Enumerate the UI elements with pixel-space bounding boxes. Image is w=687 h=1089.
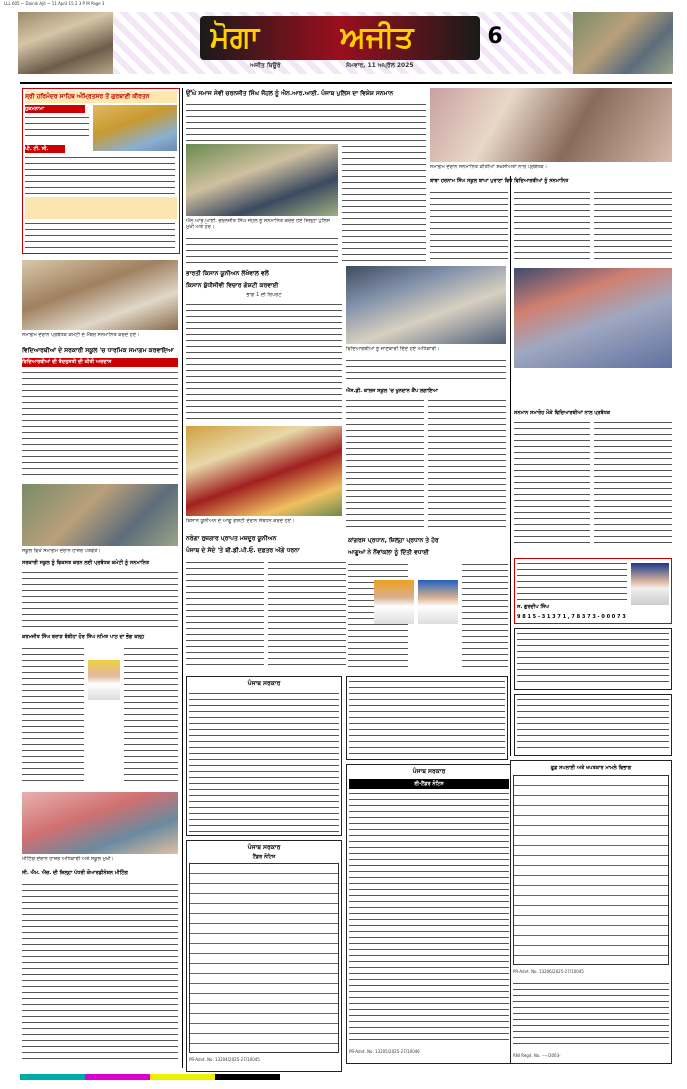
- boxed-heading: ਸ੍ਰੀ ਹਰਿਮੰਦਰ ਸਾਹਿਬ ਅੰਮ੍ਰਿਤਸਰ ਤੋਂ ਗੁਰਬਾਣੀ ਕੀਰਤਨ: [25, 91, 177, 103]
- blood-text: [346, 398, 424, 532]
- school-text: [430, 190, 508, 264]
- congress-headline-1: ਕਾਂਗਰਸ ਪ੍ਰਧਾਨ, ਜ਼ਿਲ੍ਹਾ ਪ੍ਰਧਾਨ ਤੇ ਹੋਰ: [348, 537, 439, 544]
- notice-ad-2: [346, 676, 508, 760]
- left-story3-headline: ਕਰਮਜੀਤ ਸਿੰਘ ਬਰਾੜ ਬੰਬੀਹਾ ਹੋਰ ਸਿੰਘ ਨਮਿਤ ਪਾਠ ਦਾ ਭੋਗ ਕਲ੍ਹ: [22, 634, 145, 640]
- left-story4-caption: ਮੀਟਿੰਗ ਦੌਰਾਨ ਹਾਜ਼ਰ ਅਧਿਕਾਰੀ ਅਤੇ ਸਕੂਲ ਮੁਖੀ।: [22, 856, 114, 862]
- left-story3-text: [22, 646, 84, 786]
- left-story2-photo: [22, 484, 178, 546]
- public-notice-title: ਪੰਜਾਬ ਸਰਕਾਰ: [247, 680, 281, 687]
- masthead-right-word: ਅਜੀਤ: [340, 20, 414, 55]
- left-story4-headline: ਸੀ. ਐਮ. ਐਚ. ਦੀ ਜ਼ਿਲ੍ਹਾ ਪੱਧਰੀ ਕੋਆਰਡੀਨੇਸ਼ਨ ਮੀਟਿੰਗ: [22, 870, 128, 876]
- notice-ad-3-title: ਪੰਜਾਬ ਸਰਕਾਰ: [412, 768, 446, 775]
- right-mid-caption: [514, 370, 672, 380]
- masthead-left-photo: [18, 12, 113, 74]
- left-story1-caption: ਸਮਾਗਮ ਦੌਰਾਨ ਪ੍ਰਬੰਧਕ ਕਮੇਟੀ ਦੇ ਮੈਂਬਰ ਸਨਮਾਨਿਤ ਕਰਦੇ ਹੋਏ।: [22, 332, 140, 338]
- boxed-sub2: ਪੀ. ਟੀ. ਸੀ.: [25, 145, 65, 153]
- public-notice-text: [189, 691, 339, 833]
- right-notice-ad-2: [514, 694, 672, 756]
- food-supply-ad: [510, 760, 672, 1064]
- tender-ad: [186, 840, 342, 1072]
- color-registration-bar: [20, 1074, 670, 1080]
- congress-text-2: [462, 562, 508, 672]
- left-story2-headline: ਸਰਕਾਰੀ ਸਕੂਲ ਨੂੰ ਵਿਕਸਤ ਕਰਨ ਲਈ ਪ੍ਰਬੰਧਕ ਕਮੇਟੀ ਨੂੰ ਸਨਮਾਨਿਤ: [22, 560, 150, 566]
- print-slug: LLL 605 ~ Dainik Ajit ~ 11 April 15 2 3 P M Page 3: [4, 1, 105, 6]
- right-mid-text-2: [594, 420, 672, 548]
- golden-temple-photo: [93, 105, 177, 151]
- farmers-kicker: ਭਾਗ 1 ਦੀ ਰਿਪੋਰਟ: [246, 292, 282, 298]
- farmers-headline-1: ਭਾਰਤੀ ਕਿਸਾਨ ਯੂਨੀਅਨ ਲੱਖੋਵਾਲ ਵਲੋਂ: [186, 270, 269, 277]
- lead-text: [186, 102, 426, 142]
- school-text-2: [514, 190, 590, 264]
- left-story2-text: [22, 570, 178, 628]
- right-mid-headline: ਸਨਮਾਨ ਸਮਾਰੋਹ ਮੌਕੇ ਵਿਦਿਆਰਥੀਆਂ ਨਾਲ ਪ੍ਰਬੰਧਕ: [514, 410, 611, 416]
- workers-headline-2: ਪੰਜਾਬ ਦੇ ਸੱਦੇ 'ਤੇ ਬੀ.ਡੀ.ਪੀ.ਓ. ਦਫ਼ਤਰ ਅੱਗੇ ਧਰਨਾ: [186, 547, 300, 554]
- blood-text-2: [428, 398, 506, 532]
- left-story3-text-2: [124, 646, 178, 786]
- left-story4-photo: [22, 792, 178, 854]
- food-supply-title: ਫ਼ੂਡ ਸਪਲਾਈ ਅਤੇ ਖਪਤਕਾਰ ਮਾਮਲੇ ਵਿਭਾਗ: [550, 765, 632, 771]
- left-boxed-story: [22, 88, 180, 254]
- right-mid-photo: [514, 268, 672, 368]
- public-notice-ad: [186, 676, 342, 836]
- lead-photo: [186, 144, 338, 216]
- notice-ad-2-text: [349, 679, 505, 759]
- obituary-text: [517, 561, 627, 601]
- notice-ad-3-text: [349, 791, 509, 1041]
- workers-text-2: [268, 560, 346, 670]
- lecture-text: [346, 358, 506, 382]
- right-notice-ad-1: [514, 628, 672, 690]
- rni-number: RNI Regd. No. ----/2003-: [513, 1053, 561, 1058]
- tender-sub: ਟੈਂਡਰ ਨੋਟਿਸ: [252, 854, 276, 860]
- left-story1-kicker: ਵਿਦਿਆਰਥੀਆਂ ਦੀ ਤੰਦਰੁਸਤੀ ਦੀ ਕੀਤੀ ਅਰਦਾਸ: [22, 358, 178, 367]
- masthead-date: ਸੋਮਵਾਰ, 11 ਅਪ੍ਰੈਲ 2025: [346, 62, 414, 69]
- page-number: 6: [487, 24, 503, 49]
- congress-headline-2: ਆਗੂਆਂ ਨੇ ਨੌਂਵਾਂਕਲਾ ਨੂੰ ਦਿੱਤੀ ਵਧਾਈ: [348, 549, 429, 556]
- ceremony-photo: [430, 88, 672, 162]
- workers-text: [186, 560, 264, 670]
- boxed-text-3: [25, 221, 175, 251]
- lead-text-3: [186, 236, 338, 264]
- right-top-caption: ਸਮਾਗਮ ਦੌਰਾਨ ਸਨਮਾਨਿਤ ਕੀਤੀਆਂ ਸ਼ਖ਼ਸੀਅਤਾਂ ਨਾਲ ਪ੍ਰਬੰਧਕ।: [430, 164, 548, 170]
- boxed-text: [25, 115, 89, 141]
- lead-text-2: [342, 144, 426, 264]
- notice-ad-3-sub: ਈ-ਟੈਂਡਰ ਨੋਟਿਸ: [349, 779, 509, 789]
- left-story4-text: [22, 882, 178, 1062]
- left-story1-photo: [22, 260, 178, 330]
- lead-headline: ਉੱਘੇ ਸਮਾਜ ਸੇਵੀ ਚਰਨਜੀਤ ਸਿੰਘ ਜੌਹਲ ਨੂੰ ਐਨ.ਆਰ.ਆਈ. ਪੰਜਾਬ ਪੁਲਿਸ ਦਾ ਵਿਸ਼ੇਸ਼ ਸਨਮਾਨ: [186, 90, 394, 97]
- farmers-photo: [186, 426, 342, 516]
- tender-advt-no: PR-Advt. No. 13204/2025-27/10045: [189, 1057, 260, 1062]
- blood-headline: ਐਸ.ਡੀ. ਕਾਲਜ ਸਕੂਲ 'ਚ ਖੂਨਦਾਨ ਕੈਂਪ ਲਗਾਇਆ: [346, 388, 438, 394]
- masthead-right-photo: [573, 12, 673, 74]
- obituary-portrait: [631, 563, 669, 605]
- school-text-3: [594, 190, 672, 264]
- tender-title: ਪੰਜਾਬ ਸਰਕਾਰ: [247, 844, 281, 851]
- food-supply-advt: PR-Advt. No. 13206/2025-27/10045: [513, 969, 584, 974]
- lead-caption: ਐਨ.ਆਰ.ਆਈ. ਚਰਨਜੀਤ ਸਿੰਘ ਜੌਹਲ ਨੂੰ ਸਨਮਾਨਿਤ ਕਰਦੇ ਹੋਏ ਜ਼ਿਲ੍ਹਾ ਪੁਲਿਸ ਮੁਖੀ ਅਤੇ ਹੋਰ।: [186, 218, 330, 230]
- left-story2-caption: ਸਕੂਲ ਵਿਖੇ ਸਮਾਗਮ ਦੌਰਾਨ ਹਾਜ਼ਰ ਪਤਵੰਤੇ।: [22, 548, 101, 554]
- lecture-caption: ਵਿਦਿਆਰਥੀਆਂ ਨੂੰ ਜਾਣਕਾਰੀ ਦਿੰਦੇ ਹੋਏ ਅਧਿਕਾਰੀ।: [346, 346, 440, 352]
- farmers-caption: ਕਿਸਾਨ ਯੂਨੀਅਨ ਦੇ ਆਗੂ ਗੋਸ਼ਟੀ ਦੌਰਾਨ ਸੰਬੋਧਨ ਕਰਦੇ ਹੋਏ।: [186, 518, 295, 524]
- right-mid-text: [514, 420, 590, 548]
- obituary-ad: [514, 558, 672, 624]
- boxed-text-2: [25, 155, 175, 195]
- masthead-edition: ਅਜੀਤ ਬਿਊਰੋ: [250, 62, 281, 69]
- food-supply-table: [513, 775, 669, 965]
- food-supply-text: [513, 981, 669, 1049]
- farmers-text: [186, 302, 342, 422]
- right-notice-ad-1-text: [517, 631, 669, 687]
- workers-headline-1: ਨਰੇਗਾ ਰੁਜ਼ਗਾਰ ਪ੍ਰਾਪਤ ਮਜ਼ਦੂਰ ਯੂਨੀਅਨ: [186, 535, 277, 542]
- left-story1-headline: ਵਿਦਿਆਰਥੀਆਂ ਦੇ ਸਰਕਾਰੀ ਸਕੂਲ 'ਚ ਧਾਰਮਿਕ ਸਮਾਗਮ ਕਰਵਾਇਆ: [22, 347, 174, 354]
- obituary-phone: 9 8 1 5 - 3 1 3 7 1 , 7 8 3 7 3 - 0 0 0 7 3: [517, 614, 626, 620]
- boxed-sub: ਹੁਕਮਨਾਮਾ: [25, 105, 85, 113]
- left-story3-portrait: [88, 660, 120, 700]
- boxed-highlight: [25, 197, 177, 219]
- column-rule-2: [510, 176, 511, 756]
- right-notice-ad-2-text: [517, 697, 669, 753]
- school-headline: ਬਾਬਾ ਹਰਨਾਮ ਸਿੰਘ ਸਕੂਲ ਬਾਘਾ ਪੁਰਾਣਾ ਵਿਖੇ ਵਿਦਿਆਰਥੀਆਂ ਨੂੰ ਸਨਮਾਨਿਤ: [430, 178, 569, 184]
- farmers-headline-2: ਕਿਸਾਨ ਬੁੱਧੀਜੀਵੀ ਵਿਚਾਰ ਗੋਸ਼ਟੀ ਕਰਵਾਈ: [186, 282, 279, 289]
- notice-ad-3-advt: PR-Advt. No. 13205/2025-27/10046: [349, 1049, 420, 1054]
- masthead: [0, 8, 687, 80]
- column-rule-1: [182, 88, 183, 1068]
- congress-portrait-2: [418, 580, 458, 624]
- masthead-rule: [20, 82, 672, 84]
- lecture-photo: [346, 266, 506, 344]
- congress-portrait: [374, 580, 414, 624]
- masthead-left-word: ਮੋਗਾ: [210, 20, 260, 55]
- left-story1-text: [22, 370, 178, 480]
- tender-table: [189, 863, 339, 1053]
- obituary-name: ਸ. ਗੁਰਦੀਪ ਸਿੰਘ: [517, 604, 549, 610]
